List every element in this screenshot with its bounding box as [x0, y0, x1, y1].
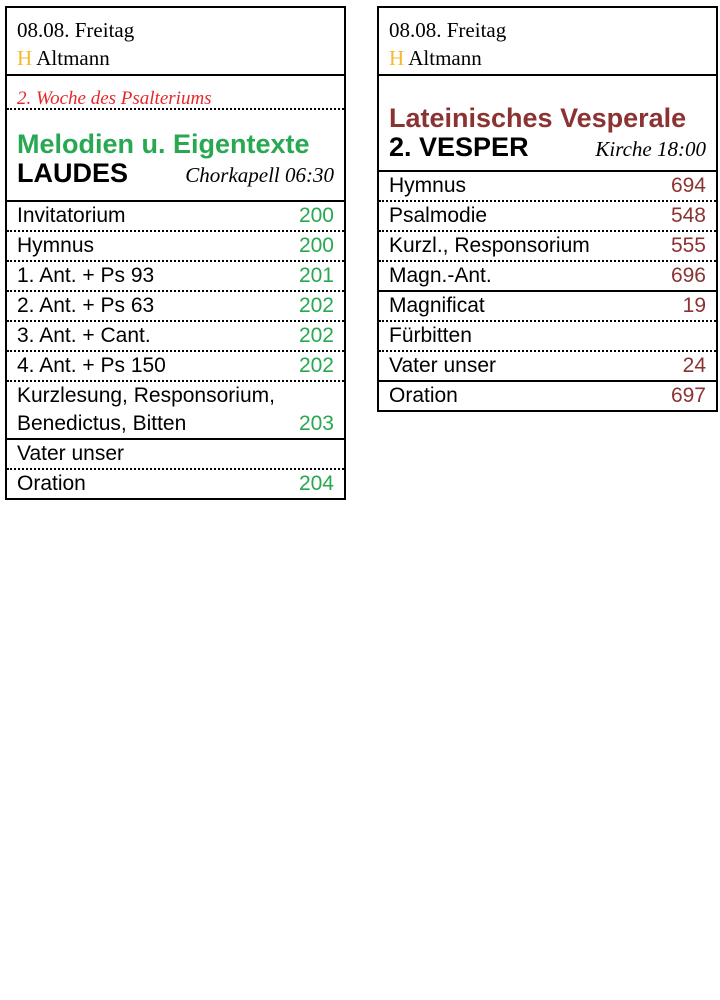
list-item-oration: Oration 204	[17, 472, 334, 495]
book-title: Melodien u. Eigentexte	[17, 129, 310, 159]
saint-name: Altmann	[408, 46, 482, 70]
date-line: 08.08. Freitag	[17, 18, 135, 42]
list-item: Hymnus 200	[7, 232, 344, 262]
psalter-week: 2. Woche des Psalteriums	[7, 76, 344, 110]
list-item: Invitatorium 200	[7, 202, 344, 232]
saint-line	[389, 44, 706, 72]
rank-letter: H	[17, 46, 33, 70]
rank-letter: H	[389, 46, 405, 70]
laudes-items-box	[5, 200, 346, 500]
list-item: 3. Ant. + Cant. 202	[7, 322, 344, 352]
saint-line	[17, 44, 334, 72]
hour-name: LAUDES	[17, 158, 129, 188]
date-line: 08.08. Freitag	[389, 18, 507, 42]
list-item: Vater unser 24	[379, 352, 716, 382]
list-item: Fürbitten	[379, 322, 716, 352]
laudes-title-block	[5, 76, 346, 200]
list-item: 2. Ant. + Ps 63 202	[7, 292, 344, 322]
date-header-box	[377, 6, 718, 76]
laudes-column	[5, 6, 346, 500]
list-item-oration: Oration 697	[389, 384, 706, 407]
place-time: Chorkapell 06:30	[185, 163, 334, 187]
book-title: Lateinisches Vesperale	[389, 103, 687, 133]
list-item: Kurzl., Responsorium 555	[379, 232, 716, 262]
saint-name: Altmann	[36, 46, 110, 70]
list-item: Magnificat 19	[379, 292, 716, 322]
list-item-vater-unser: Vater unser	[7, 440, 344, 470]
list-item: Magn.-Ant. 696	[379, 262, 716, 292]
hour-line	[17, 158, 334, 188]
list-item: Hymnus 694	[379, 172, 716, 202]
hour-line	[389, 132, 706, 162]
hour-name: 2. VESPER	[389, 132, 529, 162]
list-item: Psalmodie 548	[379, 202, 716, 232]
list-item: 4. Ant. + Ps 150 202	[7, 352, 344, 382]
vesper-title-block	[377, 76, 718, 170]
reading-item: Kurzlesung, Responsorium, Benedictus, Bitten 203	[7, 382, 344, 440]
date-header-box	[5, 6, 346, 76]
place-time: Kirche 18:00	[595, 137, 706, 161]
vesper-items-box	[377, 170, 718, 412]
list-item: 1. Ant. + Ps 93 201	[7, 262, 344, 292]
vesper-column	[377, 6, 718, 412]
